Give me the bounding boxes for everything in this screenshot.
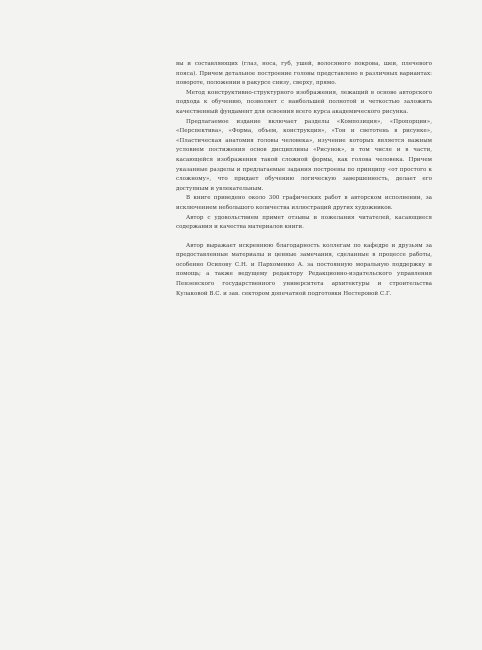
paragraph-acknowledgement: Автор выражает искреннюю благодарность коллегам по кафедре и друзьям за предоставленные материалы и ценные замечания, сделанные в процессе работы, особенно Осипову С.Н. и Пархоменко А. за постоянную моральную поддержку и помощь; а также ведущему редактору Редакционно-издательского управления Пензенского государственного университета архитектуры и строительства Кулаковой В.С. и зав. сектором допечатной подготовки Нестеровой С.Г. (176, 242, 432, 297)
paragraph-intro: вы и составляющих (глаз, носа, губ, ушей, волосяного покрова, шеи, плечевого пояса). Причем детальное построение головы представлено в различных вариантах: повороте, положении в ракурсе снизу, сверху, прямо. (176, 61, 432, 87)
paragraph-method: Метод конструктивно-структурного изображения, лежащий в основе авторского подхода к обучению, позволяет с наибольшей полнотой и четкостью заложить качественный фундамент для освоения всего курса академического рисунка. (176, 89, 432, 115)
paragraph-feedback: Автор с удовольствием примет отзывы и пожелания читателей, касающиеся содержания и качества материалов книги. (176, 214, 432, 231)
paragraph-sections: Предлагаемое издание включает разделы «Композиция», «Пропорции», «Перспектива», «Форма, объем, конструкция», «Тон и светотень в рисунке», «Пластическая анатомия головы человека», изучение которых является важным условием постижения основ дисциплины «Рисунок», в том числе и в части, касающейся изображения такой сложной формы, как голова человека. Причем указанные разделы и предлагаемые задания построены по принципу «от простого к сложному», что придает обучению логическую завершенность, делает его доступным и увлекательным. (176, 118, 432, 192)
paragraph-works: В книге приведено около 300 графических работ в авторском исполнении, за исключением небольшого количества иллюстраций других художников. (176, 195, 432, 211)
paragraph-gap (176, 233, 432, 242)
preface-text (176, 60, 432, 299)
